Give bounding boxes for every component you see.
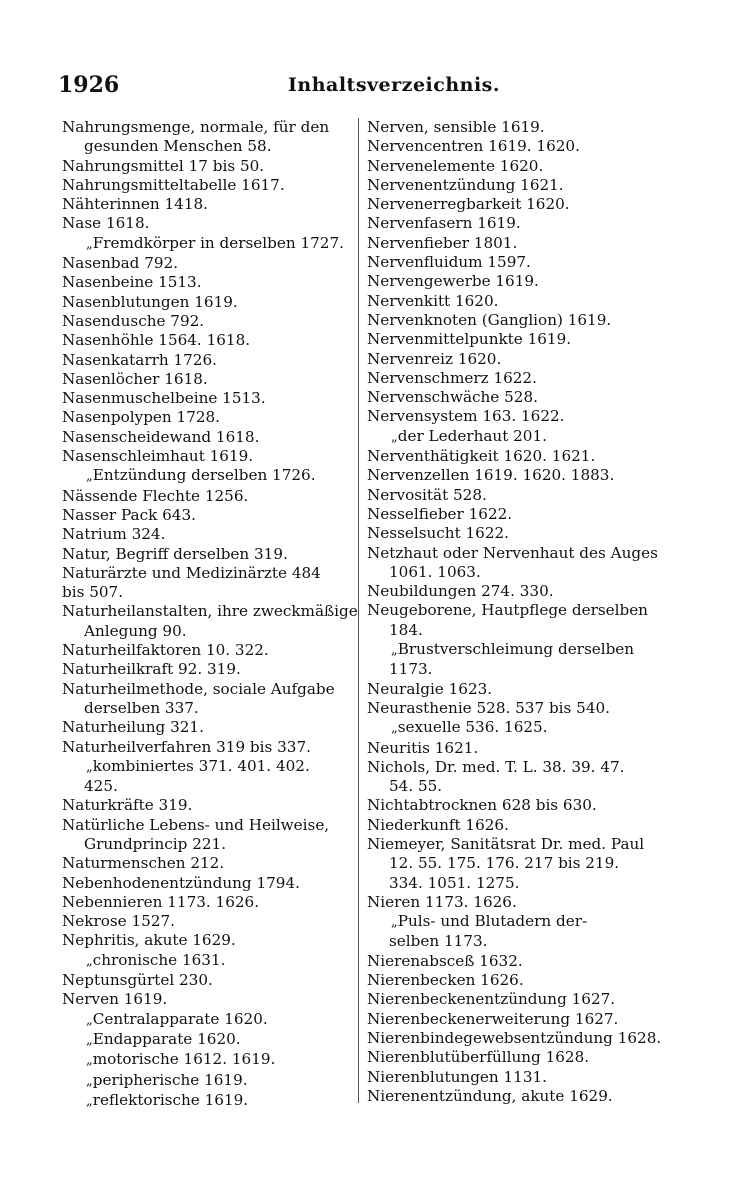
index-entry: Nasenpolypen 1728. (62, 408, 221, 427)
index-entry: Naturheilung 321. (62, 718, 204, 737)
index-subentry: „ Centralapparate 1620. (62, 1010, 352, 1030)
index-entry: 1173. (389, 660, 433, 679)
column-divider (358, 118, 359, 1103)
index-entry: Nierenblutungen 1131. (367, 1067, 547, 1086)
index-subentry: „ kombiniertes 371. 401. 402. (62, 757, 352, 777)
index-entry: Nervenreiz 1620. (367, 349, 502, 368)
index-entry: Neptunsgürtel 230. (62, 971, 213, 990)
index-entry: Nasenbeine 1513. (62, 273, 202, 292)
index-subentry: „ sexuelle 536. 1625. (367, 718, 685, 738)
index-entry: Nierenabsceß 1632. (367, 951, 523, 970)
index-entry: Nasenkatarrh 1726. (62, 350, 217, 369)
index-entry: Nervenschmerz 1622. (367, 368, 537, 387)
index-entry: Nervenmittelpunkte 1619. (367, 330, 572, 349)
index-subentry: „ Brustverschleimung derselben (367, 640, 685, 660)
index-entry: Neubildungen 274. 330. (367, 582, 554, 601)
index-entry: Naturheilkraft 92. 319. (62, 660, 241, 679)
index-entry: Naturheilanstalten, ihre zweckmäßige (62, 602, 358, 621)
index-entry: Nervenfieber 1801. (367, 233, 518, 252)
index-entry: 12. 55. 175. 176. 217 bis 219. (389, 854, 620, 873)
index-subentry: „ Puls- und Blutadern der- (367, 912, 685, 932)
page-number: 1926 (58, 72, 120, 98)
index-entry: Nahrungsmenge, normale, für den (62, 118, 330, 136)
index-entry: Niederkunft 1626. (367, 815, 509, 834)
index-entry: Nahrungsmittel 17 bis 50. (62, 156, 265, 175)
index-entry: Nichols, Dr. med. T. L. 38. 39. 47. (367, 757, 625, 776)
index-subentry: „ motorische 1612. 1619. (62, 1050, 352, 1070)
index-entry: Naturheilverfahren 319 bis 337. (62, 737, 311, 756)
index-entry: Nierenbeckenerweiterung 1627. (367, 1009, 619, 1028)
index-entry: Nebenhodenentzündung 1794. (62, 873, 300, 892)
index-entry: Nasenblutungen 1619. (62, 292, 238, 311)
index-entry: Naturheilfaktoren 10. 322. (62, 641, 269, 660)
index-subentry: „ peripherische 1619. (62, 1071, 352, 1091)
index-entry: Nasenschleimhaut 1619. (62, 447, 254, 466)
index-entry: derselben 337. (84, 698, 199, 717)
index-entry: bis 507. (62, 583, 124, 602)
index-entry: Nervenelemente 1620. (367, 156, 544, 175)
index-subentry: „ chronische 1631. (62, 951, 352, 971)
index-entry: Nervenzellen 1619. 1620. 1883. (367, 466, 615, 485)
index-entry: Nervenknoten (Ganglion) 1619. (367, 310, 612, 329)
index-entry: Nervenfluidum 1597. (367, 253, 531, 272)
index-subentry: „ der Lederhaut 201. (367, 427, 685, 447)
index-entry: 334. 1051. 1275. (389, 873, 520, 892)
index-subentry: „ Endapparate 1620. (62, 1030, 352, 1050)
index-column-right (367, 118, 685, 1106)
index-entry: Nervengewerbe 1619. (367, 272, 539, 291)
index-entry: Nekrose 1527. (62, 912, 175, 931)
index-entry: Nasendusche 792. (62, 311, 205, 330)
index-entry: Nervenentzündung 1621. (367, 175, 564, 194)
index-subentry: „ reflektorische 1619. (62, 1091, 352, 1111)
index-entry: Nervenerregbarkeit 1620. (367, 195, 570, 214)
index-entry: Nähterinnen 1418. (62, 195, 208, 214)
index-entry: Nervensystem 163. 1622. (367, 407, 565, 426)
index-entry: Nesselfieber 1622. (367, 504, 513, 523)
index-entry: Nässende Flechte 1256. (62, 486, 249, 505)
index-entry: Natur, Begriff derselben 319. (62, 544, 288, 563)
index-entry: gesunden Menschen 58. (84, 137, 272, 156)
index-column-left (62, 118, 358, 1111)
index-entry: Nasenbad 792. (62, 254, 179, 273)
index-entry: Grundprincip 221. (84, 834, 227, 853)
index-entry: Nerventhätigkeit 1620. 1621. (367, 447, 596, 466)
index-entry: Nervosität 528. (367, 485, 487, 504)
index-subentry: „ Fremdkörper in derselben 1727. (62, 234, 352, 254)
index-entry: Nase 1618. (62, 214, 150, 233)
index-entry: Nesselsucht 1622. (367, 524, 509, 543)
index-entry: Nervenschwäche 528. (367, 388, 538, 407)
page-header (58, 72, 680, 106)
index-entry: Nerven 1619. (62, 990, 168, 1009)
index-entry: Nervencentren 1619. 1620. (367, 137, 580, 156)
index-entry: Nierenentzündung, akute 1629. (367, 1086, 613, 1105)
index-entry: 1061. 1063. (389, 562, 481, 581)
index-entry: selben 1173. (389, 932, 488, 951)
index-entry: Nerven, sensible 1619. (367, 118, 545, 136)
index-entry: 184. (389, 620, 423, 639)
index-entry: Neuritis 1621. (367, 738, 479, 757)
index-entry: Netzhaut oder Nervenhaut des Auges (367, 543, 658, 562)
index-entry: Nierenbeckenentzündung 1627. (367, 990, 616, 1009)
index-entry: Naturmenschen 212. (62, 854, 225, 873)
index-entry: Nasenlöcher 1618. (62, 369, 208, 388)
index-entry: Nebennieren 1173. 1626. (62, 892, 260, 911)
index-entry: Neurasthenie 528. 537 bis 540. (367, 698, 610, 717)
index-entry: Nephritis, akute 1629. (62, 931, 236, 950)
index-entry: Nasenmuschelbeine 1513. (62, 389, 266, 408)
index-entry: Nierenblutüberfüllung 1628. (367, 1048, 590, 1067)
index-entry: Anlegung 90. (84, 621, 187, 640)
index-entry: 54. 55. (389, 777, 443, 796)
index-subentry: „ Entzündung derselben 1726. (62, 466, 352, 486)
index-entry: Nasenhöhle 1564. 1618. (62, 331, 251, 350)
running-title: Inhaltsverzeichnis. (288, 74, 500, 96)
index-entry: Nervenfasern 1619. (367, 214, 521, 233)
index-entry: Nasenscheidewand 1618. (62, 427, 260, 446)
index-entry: Naturärzte und Medizinärzte 484 (62, 563, 321, 582)
index-entry: Natürliche Lebens- und Heilweise, (62, 815, 330, 834)
index-entry: Nierenbecken 1626. (367, 971, 524, 990)
index-entry: 425. (84, 777, 118, 796)
index-entry: Nahrungsmitteltabelle 1617. (62, 175, 285, 194)
index-entry: Nierenbindegewebsentzündung 1628. (367, 1028, 662, 1047)
index-entry: Nieren 1173. 1626. (367, 892, 517, 911)
index-entry: Nervenkitt 1620. (367, 291, 499, 310)
index-entry: Neuralgie 1623. (367, 679, 493, 698)
index-entry: Niemeyer, Sanitätsrat Dr. med. Paul (367, 834, 645, 853)
index-entry: Naturheilmethode, sociale Aufgabe (62, 679, 335, 698)
index-entry: Natrium 324. (62, 525, 166, 544)
index-entry: Neugeborene, Hautpflege derselben (367, 601, 648, 620)
index-entry: Nasser Pack 643. (62, 505, 196, 524)
index-entry: Nichtabtrocknen 628 bis 630. (367, 796, 597, 815)
index-entry: Naturkräfte 319. (62, 796, 193, 815)
